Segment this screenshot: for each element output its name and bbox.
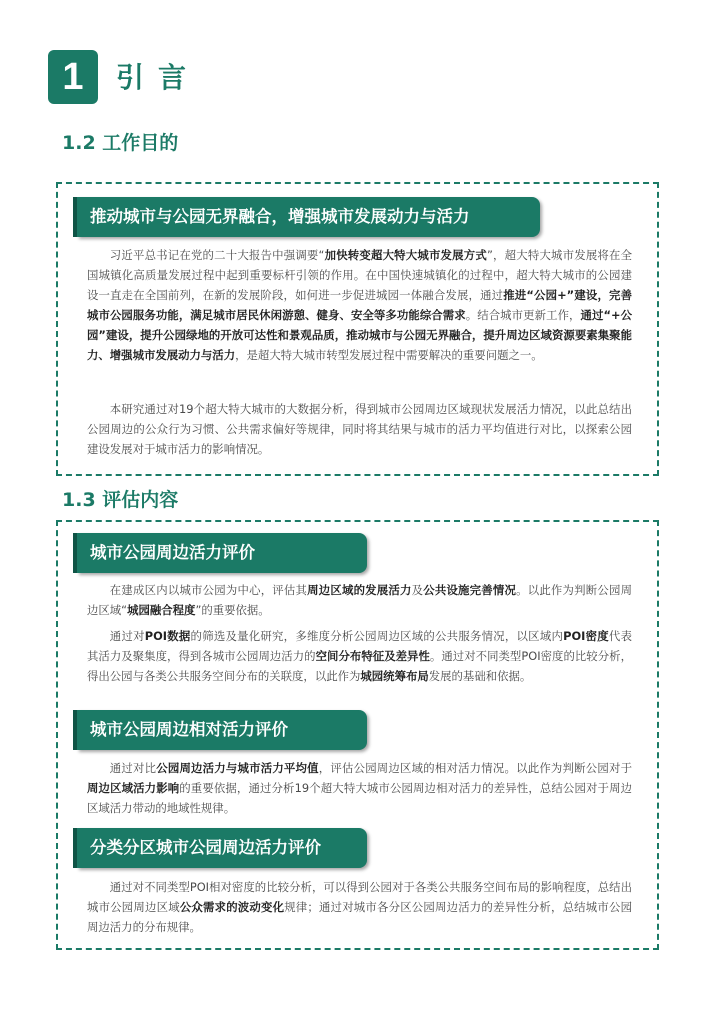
section-1-3-banner-3: 分类分区城市公园周边活力评价: [77, 828, 367, 868]
section-1-3-block-2-paragraph-1: 通过对比公园周边活力与城市活力平均值，评估公园周边区域的相对活力情况。以此作为判断公园对于周边区域活力影响的重要依据，通过分析19个超大特大城市公园周边相对活力的差异性，总结公园对于周边区域活力带动的地域性规律。: [87, 761, 632, 815]
section-1-3-block-1-paragraph-1: 在建成区内以城市公园为中心，评估其周边区域的发展活力及公共设施完善情况。以此作为判断公园周边区域“城园融合程度”的重要依据。: [87, 583, 632, 617]
section-1-2-banner: 推动城市与公园无界融合，增强城市发展动力与活力: [77, 197, 540, 237]
section-1-3-banner-1: 城市公园周边活力评价: [77, 533, 367, 573]
section-title-1-3: 1.3 评估内容: [62, 489, 179, 511]
section-1-2-paragraph-2: 本研究通过对19个超大特大城市的大数据分析，得到城市公园周边区域现状发展活力情况，以此总结出公园周边的公众行为习惯、公共需求偏好等规律，同时将其结果与城市的活力平均值进行对比，以探索公园建设发展对于城市活力的影响情况。: [87, 402, 632, 456]
section-1-3-block-1-paragraph-2: 通过对POI数据的筛选及量化研究，多维度分析公园周边区域的公共服务情况，以区域内POI密度代表其活力及聚集度，得到各城市公园周边活力的空间分布特征及差异性。通过对不同类型POI密度的比较分析，得出公园与各类公共服务空间分布的关联度，以此作为城园统筹布局发展的基础和依据。: [87, 629, 632, 683]
section-1-3-block-3-paragraph-1: 通过对不同类型POI相对密度的比较分析，可以得到公园对于各类公共服务空间布局的影响程度，总结出城市公园周边区域公众需求的波动变化规律；通过对城市各分区公园周边活力的差异性分析，总结城市公园周边活力的分布规律。: [87, 880, 632, 934]
section-1-3-banner-2: 城市公园周边相对活力评价: [77, 710, 367, 750]
section-title-1-2: 1.2 工作目的: [62, 132, 179, 154]
section-1-2-paragraph-1: 习近平总书记在党的二十大报告中强调要“加快转变超大特大城市发展方式”，超大特大城市发展将在全国城镇化高质量发展过程中起到重要标杆引领的作用。在中国快速城镇化的过程中，超大特大城市的公园建设一直走在全国前列，在新的发展阶段，如何进一步促进城园一体融合发展，通过推进“公园+”建设，完善城市公园服务功能，满足城市居民休闲游憩、健身、安全等多功能综合需求。结合城市更新工作，通过“+公园”建设，提升公园绿地的开放可达性和景观品质，推动城市与公园无界融合，提升周边区域资源要素集聚能力、增强城市发展动力与活力，是超大特大城市转型发展过程中需要解决的重要问题之一。: [87, 248, 632, 362]
chapter-number-badge: 1: [48, 50, 98, 104]
chapter-title: 引言: [116, 61, 201, 94]
